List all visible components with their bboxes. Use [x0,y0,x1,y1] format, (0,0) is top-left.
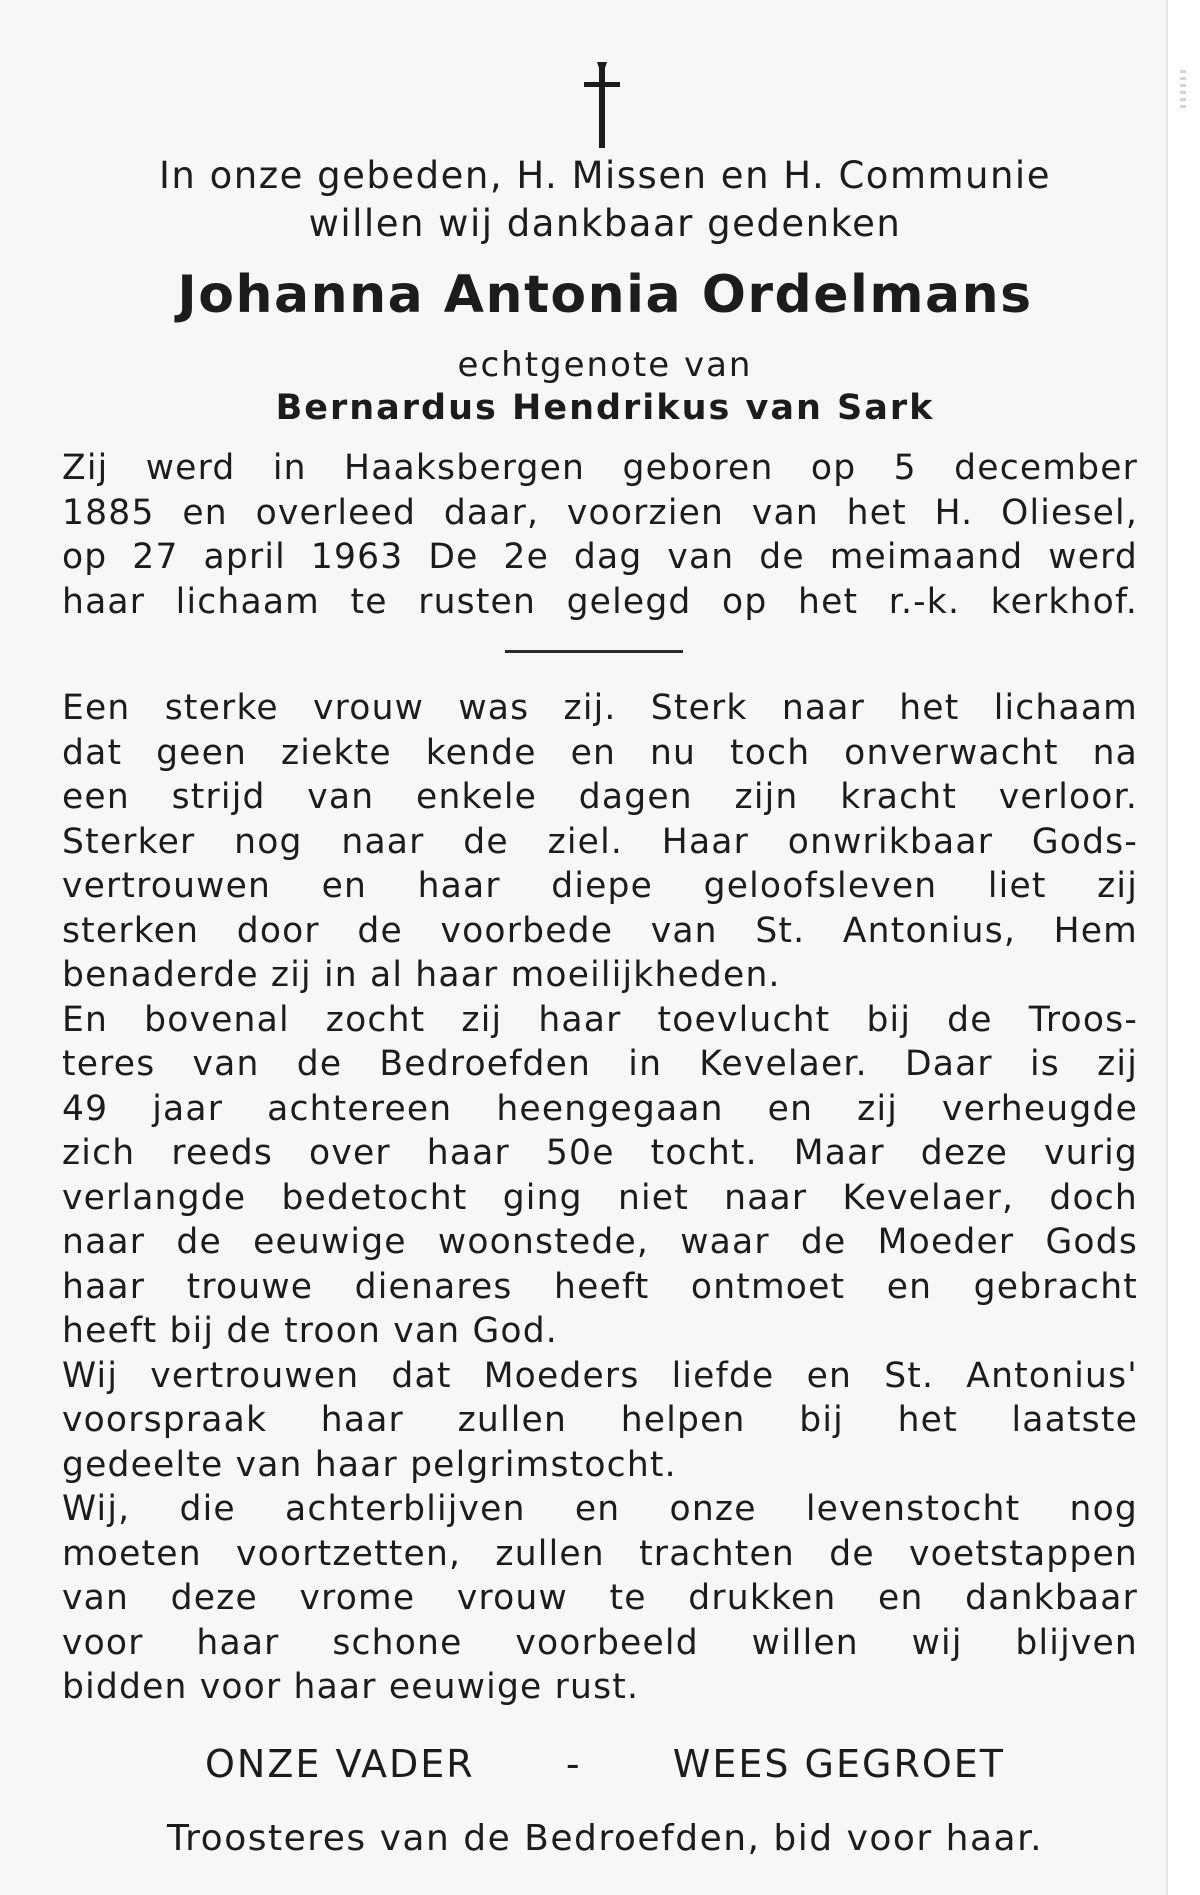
spouse-name: Bernardus Hendrikus van Sark [275,388,935,428]
prayer-our-father: ONZE VADER [205,1742,475,1786]
prayer-line [205,1742,1005,1786]
tribute-line: vertrouwen en haar diepe geloofsleven liet zij [62,866,1138,906]
tribute-line: moeten voortzetten, zullen trachten de voetstappen [62,1533,1138,1574]
tribute-line: van deze vrome vrouw te drukken en dankbaar [62,1578,1138,1618]
spouse-label: echtgenote van [457,345,753,385]
biography-paragraph [62,446,1138,624]
deceased-name: Johanna Antonia Ordelmans [177,265,1033,325]
divider [505,650,683,653]
prayer-separator: - [565,1742,582,1786]
tribute-line: zich reeds over haar 50e tocht. Maar deze vurig [62,1133,1138,1173]
biography-line: Zij werd in Haaksbergen geboren op 5 december [62,448,1138,488]
biography-line: 1885 en overleed daar, voorzien van het H. Oliesel, [62,492,1138,533]
intro-line-1: In onze gebeden, H. Missen en H. Communie [159,154,1051,197]
tribute-line: En bovenal zocht zij haar toevlucht bij de Troos- [62,999,1138,1040]
tribute-line: Sterker nog naar de ziel. Haar onwrikbaar Gods- [62,821,1138,862]
tribute-line: voor haar schone voorbeeld willen wij blijven [62,1622,1138,1663]
tribute-line: gedeelte van haar pelgrimstocht. [62,1444,677,1485]
biography-line: op 27 april 1963 De 2e dag van de meimaand werd [62,537,1138,577]
biography-line: haar lichaam te rusten gelegd op het r.-k. kerkhof. [62,581,1138,622]
tribute-line: benaderde zij in al haar moeilijkheden. [62,955,781,995]
tribute-line: teres van de Bedroefden in Kevelaer. Daar is zij [62,1044,1138,1084]
tribute-line: naar de eeuwige woonstede, waar de Moeder Gods [62,1222,1138,1262]
closing-invocation: Troosteres van de Bedroefden, bid voor haar. [166,1818,1044,1859]
tribute-line: Wij, die achterblijven en onze levenstocht nog [62,1489,1138,1529]
tribute-line: Wij vertrouwen dat Moeders liefde en St. Antonius' [62,1355,1138,1396]
tribute-line: 49 jaar achtereen heengegaan en zij verheugde [62,1088,1138,1129]
prayer-hail-mary: WEES GEGROET [672,1742,1005,1786]
cross-icon [578,60,626,150]
tribute-paragraph [62,686,1138,1710]
tribute-line: verlangde bedetocht ging niet naar Kevelaer, doch [62,1177,1138,1218]
tribute-line: een strijd van enkele dagen zijn kracht verloor. [62,777,1138,817]
scan-edge-mark [1180,70,1186,110]
tribute-line: bidden voor haar eeuwige rust. [62,1667,640,1707]
tribute-line: heeft bij de troon van God. [62,1311,558,1351]
tribute-line: sterken door de voorbede van St. Antonius, Hem [62,910,1138,951]
intro-line-2: willen wij dankbaar gedenken [308,202,902,245]
tribute-line: voorspraak haar zullen helpen bij het laatste [62,1400,1138,1440]
tribute-line: dat geen ziekte kende en nu toch onverwacht na [62,732,1138,773]
tribute-line: haar trouwe dienares heeft ontmoet en gebracht [62,1266,1138,1307]
tribute-line: Een sterke vrouw was zij. Sterk naar het lichaam [62,688,1138,728]
